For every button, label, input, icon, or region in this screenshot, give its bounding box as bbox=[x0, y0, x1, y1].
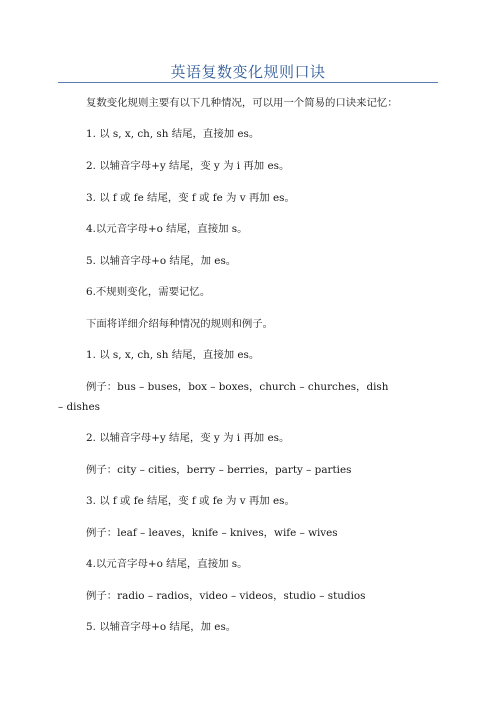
details-intro: 下面将详细介绍每种情况的规则和例子。 bbox=[86, 318, 274, 330]
rule-item-5: 5. 以辅音字母+o 结尾，加 es。 bbox=[86, 255, 237, 267]
rule-item-1: 1. 以 s, x, ch, sh 结尾，直接加 es。 bbox=[86, 128, 260, 140]
detail-rule-4: 4.以元音字母+o 结尾，直接加 s。 bbox=[86, 558, 248, 570]
detail-example-2: 例子：city – cities，berry – berries，party – parties bbox=[86, 464, 352, 476]
rule-item-2: 2. 以辅音字母+y 结尾，变 y 为 i 再加 es。 bbox=[86, 160, 290, 172]
rule-item-4: 4.以元音字母+o 结尾，直接加 s。 bbox=[86, 223, 248, 235]
document-title: 英语复数变化规则口诀 bbox=[170, 63, 326, 81]
detail-rule-1: 1. 以 s, x, ch, sh 结尾，直接加 es。 bbox=[86, 349, 260, 361]
intro-paragraph: 复数变化规则主要有以下几种情况，可以用一个简易的口诀来记忆： bbox=[86, 97, 398, 109]
detail-rule-5: 5. 以辅音字母+o 结尾，加 es。 bbox=[86, 621, 237, 633]
rule-item-6: 6.不规则变化，需要记忆。 bbox=[86, 286, 211, 298]
detail-rule-2: 2. 以辅音字母+y 结尾，变 y 为 i 再加 es。 bbox=[86, 432, 290, 444]
detail-example-3: 例子：leaf – leaves，knife – knives，wife – wives bbox=[86, 527, 338, 539]
detail-rule-3: 3. 以 f 或 fe 结尾，变 f 或 fe 为 v 再加 es。 bbox=[86, 495, 295, 507]
detail-example-1: 例子：bus – buses，box – boxes，church – churches，dish bbox=[86, 381, 389, 393]
title-underline bbox=[58, 82, 438, 83]
detail-example-4: 例子：radio – radios，video – videos，studio – studios bbox=[86, 590, 366, 602]
rule-item-3: 3. 以 f 或 fe 结尾，变 f 或 fe 为 v 再加 es。 bbox=[86, 192, 295, 204]
detail-example-1-continued: – dishes bbox=[58, 401, 100, 413]
